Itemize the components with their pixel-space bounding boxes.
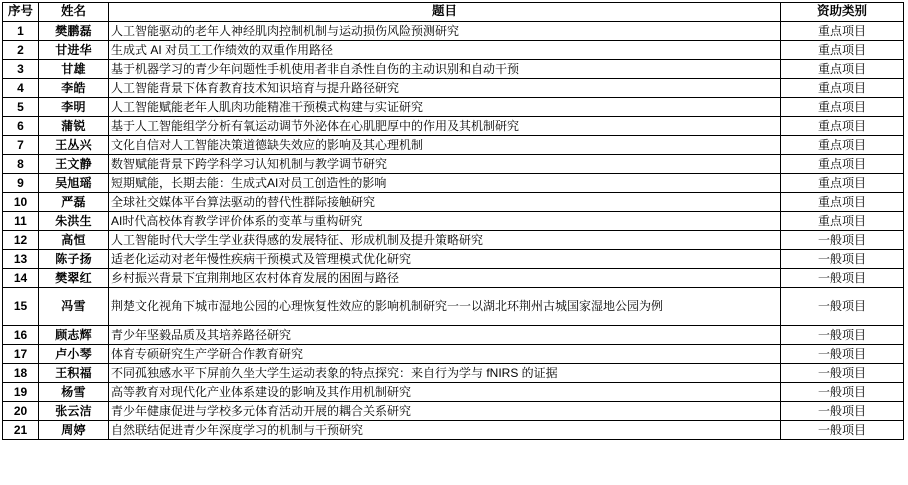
cell-type: 重点项目 [781, 136, 904, 155]
cell-name: 甘进华 [39, 41, 109, 60]
table-row [3, 22, 904, 41]
table-row [3, 212, 904, 231]
table-row [3, 364, 904, 383]
cell-title: 基于人工智能组学分析有氧运动调节外泌体在心肌肥厚中的作用及其机制研究 [109, 117, 781, 136]
cell-no: 2 [3, 41, 39, 60]
cell-type: 重点项目 [781, 155, 904, 174]
table-row [3, 402, 904, 421]
cell-no: 9 [3, 174, 39, 193]
cell-type: 一般项目 [781, 250, 904, 269]
table-body [3, 22, 904, 440]
cell-no: 17 [3, 345, 39, 364]
cell-title: 体育专硕研究生产学研合作教育研究 [109, 345, 781, 364]
cell-type: 重点项目 [781, 22, 904, 41]
cell-title: 生成式 AI 对员工工作绩效的双重作用路径 [109, 41, 781, 60]
table-row [3, 41, 904, 60]
cell-no: 15 [3, 288, 39, 326]
cell-no: 5 [3, 98, 39, 117]
cell-type: 一般项目 [781, 364, 904, 383]
cell-no: 16 [3, 326, 39, 345]
cell-type: 一般项目 [781, 383, 904, 402]
table-row [3, 60, 904, 79]
cell-title: 适老化运动对老年慢性疾病干预模式及管理模式优化研究 [109, 250, 781, 269]
cell-name: 甘雄 [39, 60, 109, 79]
table-row [3, 326, 904, 345]
table-row [3, 79, 904, 98]
cell-title: 文化自信对人工智能决策道德缺失效应的影响及其心理机制 [109, 136, 781, 155]
cell-title: 自然联结促进青少年深度学习的机制与干预研究 [109, 421, 781, 440]
cell-title: AI时代高校体育教学评价体系的变革与重构研究 [109, 212, 781, 231]
cell-title: 荆楚文化视角下城市湿地公园的心理恢复性效应的影响机制研究一一以湖北环荆州古城国家湿地公园为例 [109, 288, 781, 326]
cell-title: 人工智能赋能老年人肌肉功能精准干预模式构建与实证研究 [109, 98, 781, 117]
table-row [3, 288, 904, 326]
table-row [3, 383, 904, 402]
cell-no: 6 [3, 117, 39, 136]
cell-no: 19 [3, 383, 39, 402]
cell-title: 高等教育对现代化产业体系建设的影响及其作用机制研究 [109, 383, 781, 402]
cell-no: 1 [3, 22, 39, 41]
cell-title: 全球社交媒体平台算法驱动的替代性群际接触研究 [109, 193, 781, 212]
cell-name: 陈子扬 [39, 250, 109, 269]
cell-title: 基于机器学习的青少年问题性手机使用者非自杀性自伤的主动识别和自动干预 [109, 60, 781, 79]
cell-type: 一般项目 [781, 231, 904, 250]
cell-title: 不同孤独感水平下屏前久坐大学生运动表象的特点探究：来自行为学与 fNIRS 的证据 [109, 364, 781, 383]
cell-type: 一般项目 [781, 345, 904, 364]
table-row [3, 98, 904, 117]
cell-type: 一般项目 [781, 269, 904, 288]
cell-no: 4 [3, 79, 39, 98]
table-header [3, 3, 904, 22]
table-row [3, 136, 904, 155]
cell-type: 重点项目 [781, 193, 904, 212]
table-row [3, 250, 904, 269]
cell-type: 重点项目 [781, 60, 904, 79]
cell-name: 李皓 [39, 79, 109, 98]
cell-no: 20 [3, 402, 39, 421]
cell-type: 一般项目 [781, 402, 904, 421]
cell-no: 21 [3, 421, 39, 440]
table-row [3, 421, 904, 440]
column-header-no: 序号 [3, 3, 39, 22]
cell-name: 樊翠红 [39, 269, 109, 288]
cell-name: 高恒 [39, 231, 109, 250]
cell-title: 人工智能背景下体育教育技术知识培育与提升路径研究 [109, 79, 781, 98]
table-header-row [3, 3, 904, 22]
cell-type: 一般项目 [781, 421, 904, 440]
cell-type: 重点项目 [781, 79, 904, 98]
cell-name: 张云洁 [39, 402, 109, 421]
cell-name: 王积福 [39, 364, 109, 383]
table-row [3, 231, 904, 250]
cell-title: 青少年健康促进与学校多元体育活动开展的耦合关系研究 [109, 402, 781, 421]
cell-no: 10 [3, 193, 39, 212]
cell-name: 王丛兴 [39, 136, 109, 155]
table-row [3, 117, 904, 136]
cell-type: 重点项目 [781, 174, 904, 193]
cell-name: 严磊 [39, 193, 109, 212]
table-row [3, 193, 904, 212]
cell-name: 李明 [39, 98, 109, 117]
cell-no: 18 [3, 364, 39, 383]
cell-name: 吴旭瑶 [39, 174, 109, 193]
cell-name: 杨雪 [39, 383, 109, 402]
cell-title: 乡村振兴背景下宜荆荆地区农村体育发展的困囿与路径 [109, 269, 781, 288]
cell-type: 重点项目 [781, 98, 904, 117]
grant-projects-table [2, 2, 904, 440]
cell-type: 一般项目 [781, 326, 904, 345]
cell-no: 11 [3, 212, 39, 231]
cell-name: 卢小琴 [39, 345, 109, 364]
table-row [3, 155, 904, 174]
cell-no: 8 [3, 155, 39, 174]
cell-no: 14 [3, 269, 39, 288]
cell-title: 人工智能时代大学生学业获得感的发展特征、形成机制及提升策略研究 [109, 231, 781, 250]
column-header-title: 题目 [109, 3, 781, 22]
cell-title: 数智赋能背景下跨学科学习认知机制与教学调节研究 [109, 155, 781, 174]
cell-type: 重点项目 [781, 117, 904, 136]
cell-name: 王文静 [39, 155, 109, 174]
table-row [3, 269, 904, 288]
cell-title: 青少年坚毅品质及其培养路径研究 [109, 326, 781, 345]
cell-title: 人工智能驱动的老年人神经肌肉控制机制与运动损伤风险预测研究 [109, 22, 781, 41]
cell-type: 重点项目 [781, 41, 904, 60]
cell-name: 周婷 [39, 421, 109, 440]
cell-no: 3 [3, 60, 39, 79]
cell-title: 短期赋能，长期去能：生成式AI对员工创造性的影响 [109, 174, 781, 193]
cell-name: 蒲锐 [39, 117, 109, 136]
column-header-type: 资助类别 [781, 3, 904, 22]
cell-no: 7 [3, 136, 39, 155]
cell-name: 顾志辉 [39, 326, 109, 345]
cell-name: 冯雪 [39, 288, 109, 326]
column-header-name: 姓名 [39, 3, 109, 22]
cell-name: 朱洪生 [39, 212, 109, 231]
cell-type: 一般项目 [781, 288, 904, 326]
table-row [3, 345, 904, 364]
cell-no: 12 [3, 231, 39, 250]
cell-type: 重点项目 [781, 212, 904, 231]
cell-no: 13 [3, 250, 39, 269]
table-row [3, 174, 904, 193]
cell-name: 樊鹏磊 [39, 22, 109, 41]
